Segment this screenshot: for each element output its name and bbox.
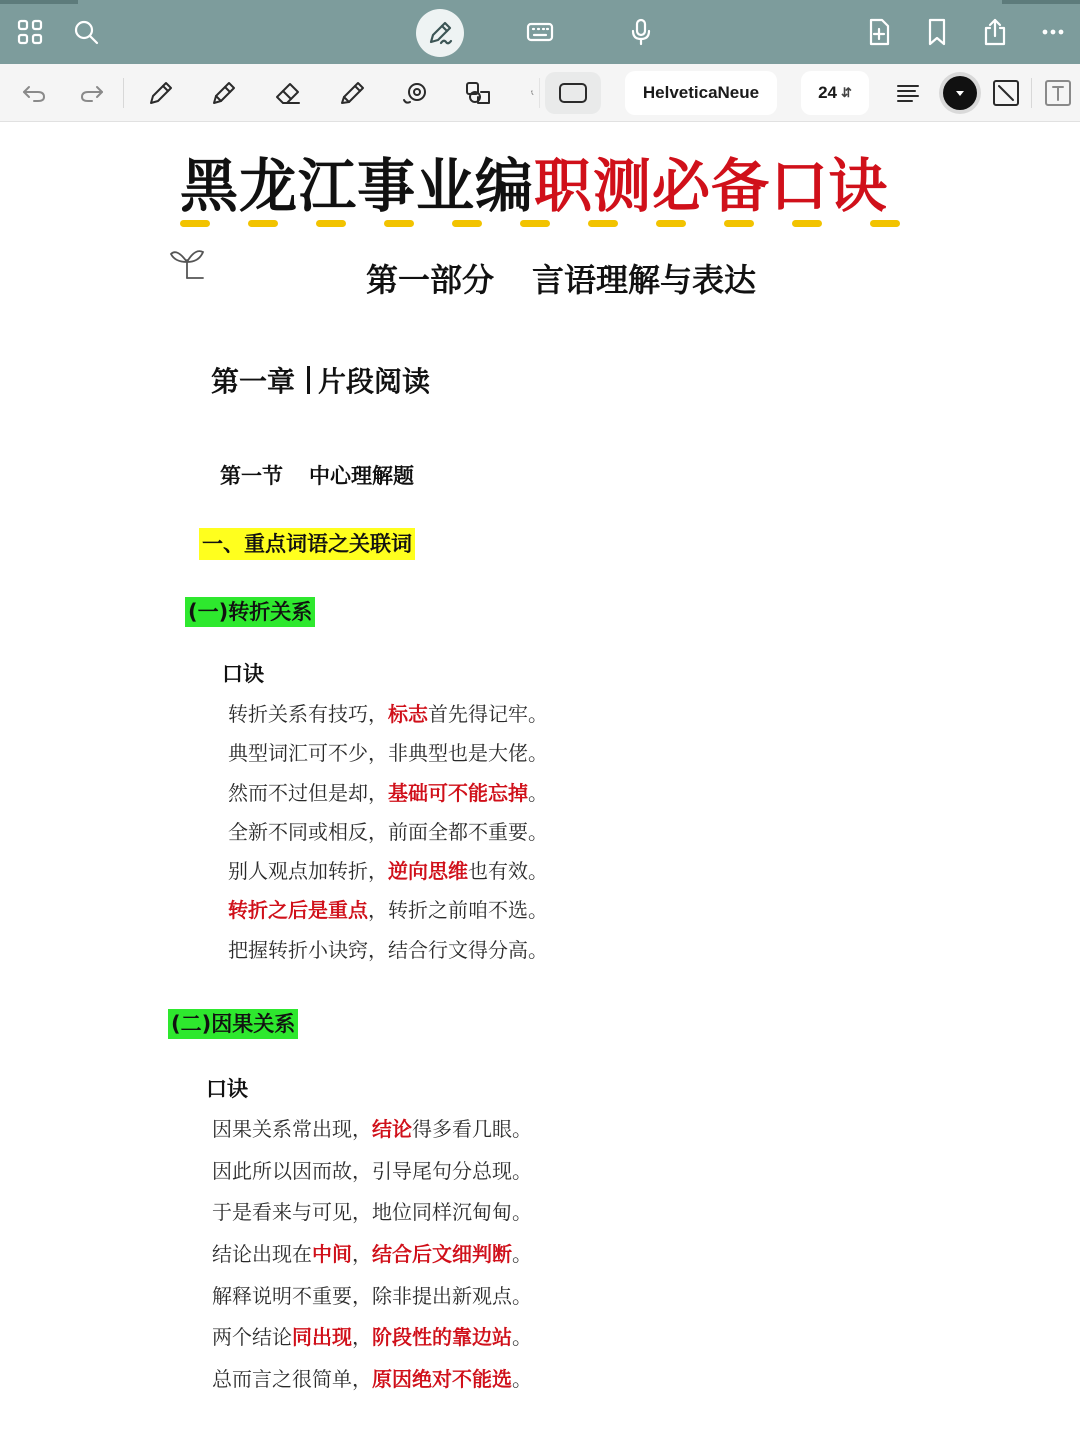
section-name: 中心理解题 xyxy=(309,464,414,488)
verse-block-1 xyxy=(228,700,548,975)
verse-line xyxy=(212,1365,532,1407)
chapter-divider xyxy=(307,366,310,394)
koujue-label-1: 口诀 xyxy=(222,662,264,686)
color-icon[interactable] xyxy=(943,76,977,110)
title-red-part: 职测必备口诀 xyxy=(534,152,889,220)
toolbar-divider xyxy=(123,78,124,108)
verse-text: ， xyxy=(352,1242,372,1267)
verse-line xyxy=(212,1240,532,1282)
green-highlight-heading-1: (一)转折关系 xyxy=(185,597,315,627)
undo-icon[interactable] xyxy=(16,75,52,111)
textbox-icon xyxy=(557,80,589,106)
part-title-name: 言语理解与表达 xyxy=(532,261,757,299)
verse-text: 总而言之很简单， xyxy=(212,1367,372,1392)
verse-line xyxy=(228,857,548,896)
top-app-bar xyxy=(0,0,1080,64)
key-phrase: 结合后文细判断 xyxy=(372,1242,512,1267)
toolbar-divider xyxy=(539,78,540,108)
section-number: 第一节 xyxy=(220,464,283,488)
lasso-icon[interactable] xyxy=(520,75,540,111)
chapter-name: 片段阅读 xyxy=(318,365,431,398)
font-family-selector[interactable] xyxy=(625,71,777,115)
shape-icon[interactable] xyxy=(397,75,433,111)
verse-line xyxy=(212,1157,532,1199)
verse-line xyxy=(228,700,548,739)
font-size-label: 24 xyxy=(818,83,837,102)
search-icon[interactable] xyxy=(68,14,104,50)
toolbar-divider xyxy=(1031,78,1032,108)
grid-icon[interactable] xyxy=(12,14,48,50)
verse-text: 。 xyxy=(512,1367,532,1392)
verse-line xyxy=(212,1115,532,1157)
verse-text: 也有效。 xyxy=(468,859,548,884)
bookmark-icon[interactable] xyxy=(919,14,955,50)
pen-icon[interactable] xyxy=(143,75,179,111)
key-phrase: 中间 xyxy=(312,1242,352,1267)
verse-text: 两个结论 xyxy=(212,1325,292,1350)
pen-mode-icon xyxy=(425,18,455,48)
verse-text: 。 xyxy=(512,1325,532,1350)
key-phrase: 逆向思维 xyxy=(388,859,468,884)
verse-text: 因此所以因而故，引导尾句分总现。 xyxy=(212,1158,532,1183)
verse-line xyxy=(228,779,548,818)
verse-text: ， xyxy=(352,1325,372,1350)
verse-text: 解释说明不重要，除非提出新观点。 xyxy=(212,1283,532,1308)
verse-text: 于是看来与可见，地位同样沉甸甸。 xyxy=(212,1200,532,1225)
verse-text: 把握转折小诀窍，结合行文得分高。 xyxy=(228,937,548,962)
share-icon[interactable] xyxy=(977,14,1013,50)
verse-text: 。 xyxy=(512,1242,532,1267)
redo-icon[interactable] xyxy=(74,75,110,111)
highlighter-icon[interactable] xyxy=(333,75,369,111)
elements-icon[interactable] xyxy=(460,75,496,111)
verse-text: 首先得记牢。 xyxy=(428,702,548,726)
verse-block-2 xyxy=(212,1115,532,1407)
key-phrase: 基础可不能忘掉 xyxy=(388,780,528,805)
more-icon[interactable] xyxy=(1035,14,1071,50)
verse-line xyxy=(212,1282,532,1324)
textbox-tool-button[interactable] xyxy=(545,72,601,114)
verse-text: 因果关系常出现， xyxy=(212,1117,372,1141)
verse-line xyxy=(228,818,548,857)
pen-mode-button[interactable] xyxy=(416,9,464,57)
top-edge-left xyxy=(0,0,78,4)
chevron-updown-icon: ⇵ xyxy=(841,85,852,100)
title-underline-dashes xyxy=(180,220,900,228)
key-phrase: 同出现 xyxy=(292,1325,352,1350)
add-page-icon[interactable] xyxy=(861,14,897,50)
document-title xyxy=(180,150,888,222)
verse-line xyxy=(212,1323,532,1365)
key-phrase: 阶段性的靠边站 xyxy=(372,1325,512,1350)
yellow-highlight-heading: 一、重点词语之关联词 xyxy=(199,528,415,560)
verse-text: ，转折之前咱不选。 xyxy=(368,898,548,923)
pencil-icon[interactable] xyxy=(206,75,242,111)
chapter-number: 第一章 xyxy=(211,365,296,398)
verse-text: 典型词汇可不少，非典型也是大佬。 xyxy=(228,741,548,766)
line-style-icon[interactable] xyxy=(988,75,1024,111)
align-icon[interactable] xyxy=(890,75,926,111)
verse-line xyxy=(228,896,548,935)
title-black-part: 黑龙江事业编 xyxy=(180,152,535,220)
green-highlight-heading-2: (二)因果关系 xyxy=(168,1009,298,1039)
part-title-number: 第一部分 xyxy=(366,261,495,299)
key-phrase: 标志 xyxy=(388,702,428,726)
key-phrase: 结论 xyxy=(372,1117,412,1141)
font-family-label: HelveticaNeue xyxy=(642,83,760,102)
verse-line xyxy=(228,936,548,975)
font-size-selector[interactable] xyxy=(801,71,869,115)
sprout-icon xyxy=(167,244,207,282)
part-title xyxy=(366,255,756,301)
koujue-label-2: 口诀 xyxy=(206,1077,248,1101)
verse-text: 。 xyxy=(528,780,548,805)
key-phrase: 原因绝对不能选 xyxy=(372,1367,512,1392)
text-style-icon[interactable] xyxy=(1040,75,1076,111)
verse-line xyxy=(212,1198,532,1240)
key-phrase: 转折之后是重点 xyxy=(228,898,368,923)
section-heading xyxy=(220,460,414,490)
verse-line xyxy=(228,739,548,778)
verse-text: 别人观点加转折， xyxy=(228,859,388,884)
top-edge-right xyxy=(1002,0,1080,4)
chapter-heading xyxy=(211,360,430,400)
keyboard-icon[interactable] xyxy=(522,14,558,50)
verse-text: 全新不同或相反，前面全都不重要。 xyxy=(228,819,548,844)
verse-text: 得多看几眼。 xyxy=(412,1117,532,1141)
verse-text: 转折关系有技巧， xyxy=(228,702,388,726)
verse-text: 结论出现在 xyxy=(212,1242,312,1267)
microphone-icon[interactable] xyxy=(623,14,659,50)
eraser-icon[interactable] xyxy=(270,75,306,111)
verse-text: 然而不过但是却， xyxy=(228,780,388,805)
